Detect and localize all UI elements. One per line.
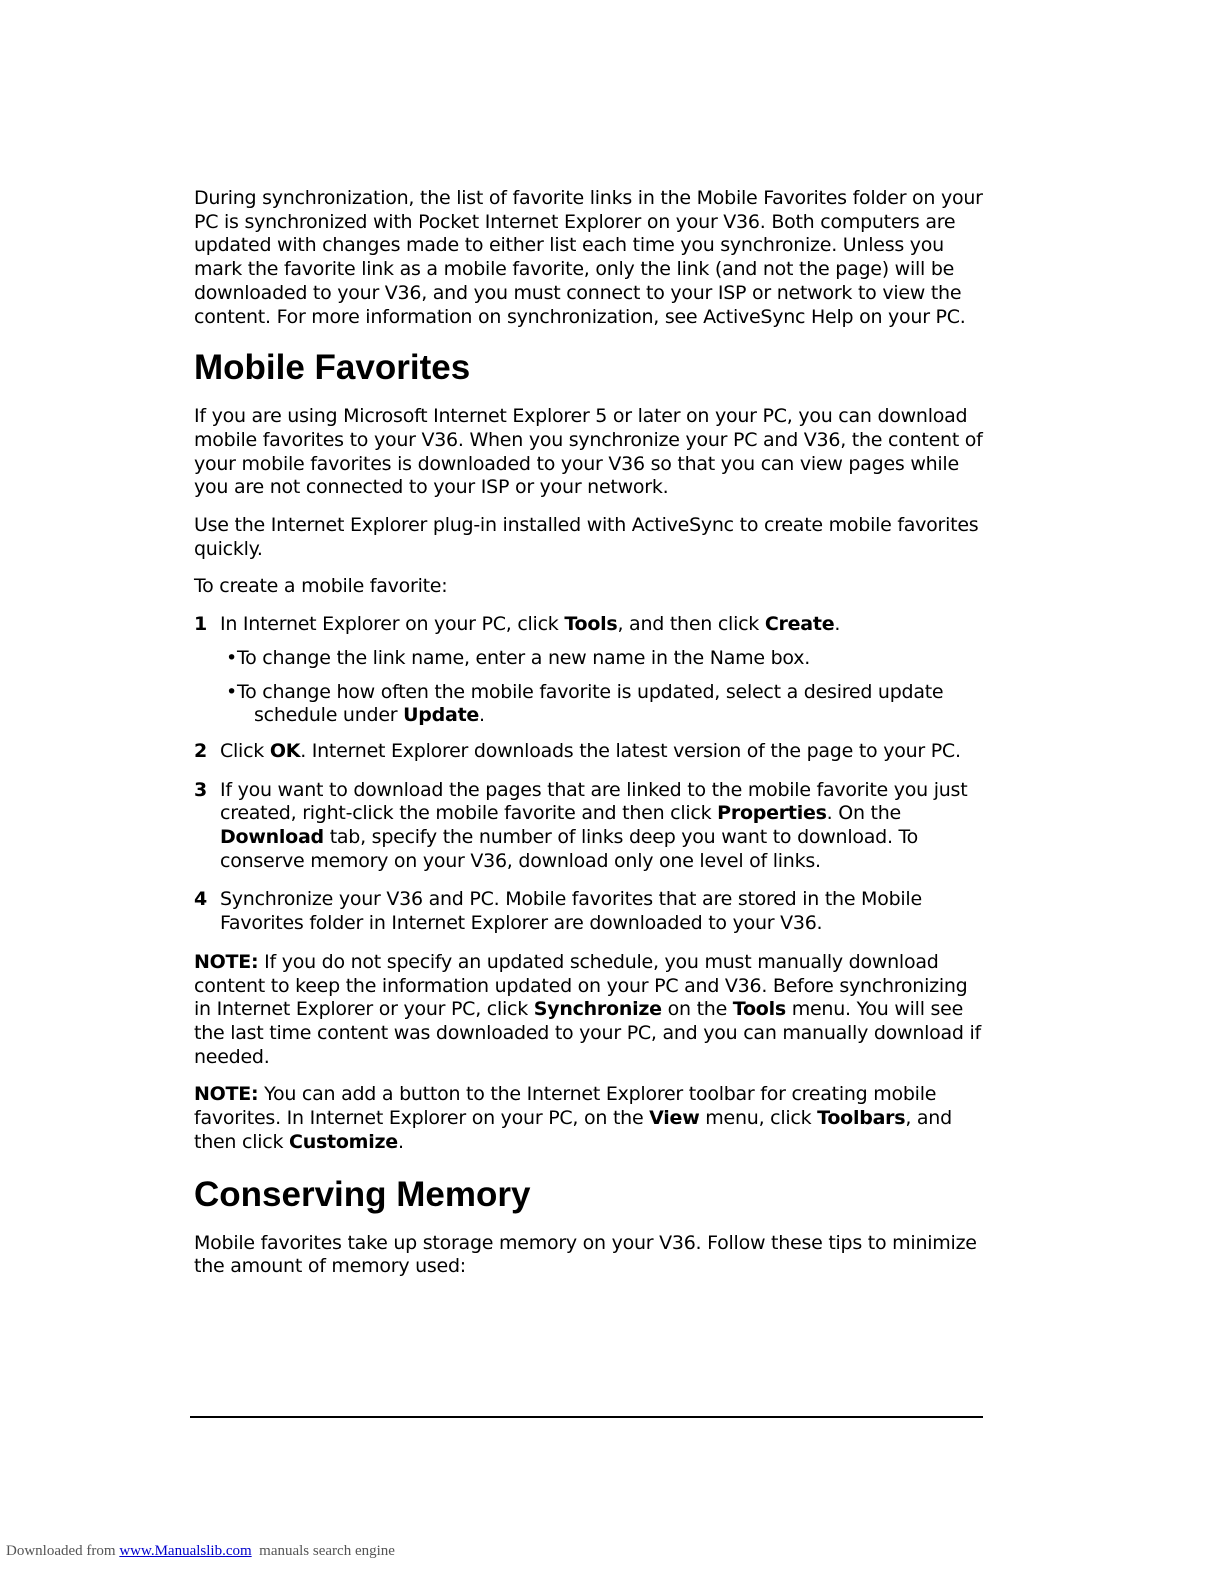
paragraph: Use the Internet Explorer plug-in installed with ActiveSync to create mobile favorites quickly. (194, 514, 979, 560)
document-body (194, 187, 984, 1293)
paragraph: If you are using Microsoft Internet Explorer 5 or later on your PC, you can download mobile favorites to your V36. When you synchronize your PC and V36, the content of your mobile favorites is downloaded to your V36 so that you can view pages while you are not connected to your ISP or your network. (194, 405, 983, 499)
bullet-list (226, 647, 984, 728)
step-number: 2 (194, 739, 207, 762)
ui-term: Toolbars (817, 1107, 906, 1130)
ui-term: Update (403, 704, 480, 727)
step-text: If you want to download the pages that are linked to the mobile favorite you just created, right-click the mobile favorite and then click (220, 778, 968, 825)
step-3 (194, 779, 984, 874)
ui-term: Synchronize (533, 998, 662, 1021)
step-number: 3 (194, 778, 207, 801)
ui-term: Customize (289, 1130, 398, 1153)
section-heading-conserving-memory: Conserving Memory (194, 1174, 531, 1214)
footer-divider (190, 1416, 983, 1418)
section-heading-mobile-favorites: Mobile Favorites (194, 348, 471, 388)
bullet-text: •To change how often the mobile favorite is updated, select a desired update schedule under (226, 680, 944, 727)
bullet-item: •To change the link name, enter a new name in the Name box. (226, 646, 810, 669)
note-2 (194, 1083, 984, 1154)
ui-term: Tools (732, 998, 786, 1021)
step-text: In Internet Explorer on your PC, click (220, 613, 565, 636)
step-text: Synchronize your V36 and PC. Mobile favorites that are stored in the Mobile Favorites folder in Internet Explorer are downloaded to your V36. (220, 888, 922, 935)
note-text: If you do not specify an updated schedule, you must manually download content to keep the information updated on your PC and V36. Before synchronizing in Internet Explorer or your PC, click (194, 950, 968, 1021)
ui-term: Download (220, 826, 324, 849)
note-text: You can add a button to the Internet Explorer toolbar for creating mobile favorites. In Internet Explorer on your PC, on the (194, 1083, 937, 1130)
ui-term: Create (764, 613, 835, 636)
step-text: Click (220, 739, 270, 762)
step-4 (194, 888, 984, 935)
note-1 (194, 951, 984, 1070)
note-label: NOTE: (194, 950, 259, 973)
step-number: 1 (194, 613, 207, 636)
intro-paragraph: During synchronization, the list of favorite links in the Mobile Favorites folder on your PC is synchronized with Pocket Internet Explorer on your V36. Both computers are updated with changes made to either list each time you synchronize. Unless you mark the favorite link as a mobile favorite, only the link (and not the page) will be downloaded to your V36, and you must connect to your ISP or network to view the content. For more information on synchronization, see ActiveSync Help on your PC. (194, 187, 983, 328)
step-1 (194, 613, 984, 637)
ui-term: Tools (564, 613, 618, 636)
download-footer (6, 1543, 395, 1560)
footer-text: manuals search engine (251, 1543, 395, 1559)
bullet-item (226, 681, 984, 728)
step-text: . Internet Explorer downloads the latest version of the page to your PC. (300, 739, 961, 762)
paragraph: To create a mobile favorite: (194, 575, 448, 598)
note-text: . (397, 1130, 404, 1153)
step-text: . (834, 613, 841, 636)
step-number: 4 (194, 888, 207, 911)
ui-term: OK (269, 739, 301, 762)
ui-term: View (649, 1107, 700, 1130)
note-text: , and then click (194, 1107, 952, 1153)
step-text: . On the (826, 802, 901, 825)
step-text: , and then click (617, 613, 765, 636)
note-text: on the (661, 998, 733, 1021)
note-text: menu. You will see the last time content was downloaded to your PC, and you can manually download if needed. (194, 998, 981, 1068)
step-text: tab, specify the number of links deep you want to download. To conserve memory on your V36, download only one level of links. (220, 826, 919, 872)
note-label: NOTE: (194, 1083, 259, 1106)
paragraph: Mobile favorites take up storage memory on your V36. Follow these tips to minimize the amount of memory used: (194, 1231, 977, 1278)
ui-term: Properties (717, 802, 827, 825)
step-2 (194, 740, 984, 764)
manualslib-link[interactable]: www.Manualslib.com (119, 1543, 252, 1559)
note-text: menu, click (699, 1107, 818, 1130)
bullet-text: . (479, 704, 485, 727)
footer-text: Downloaded from (6, 1543, 120, 1559)
